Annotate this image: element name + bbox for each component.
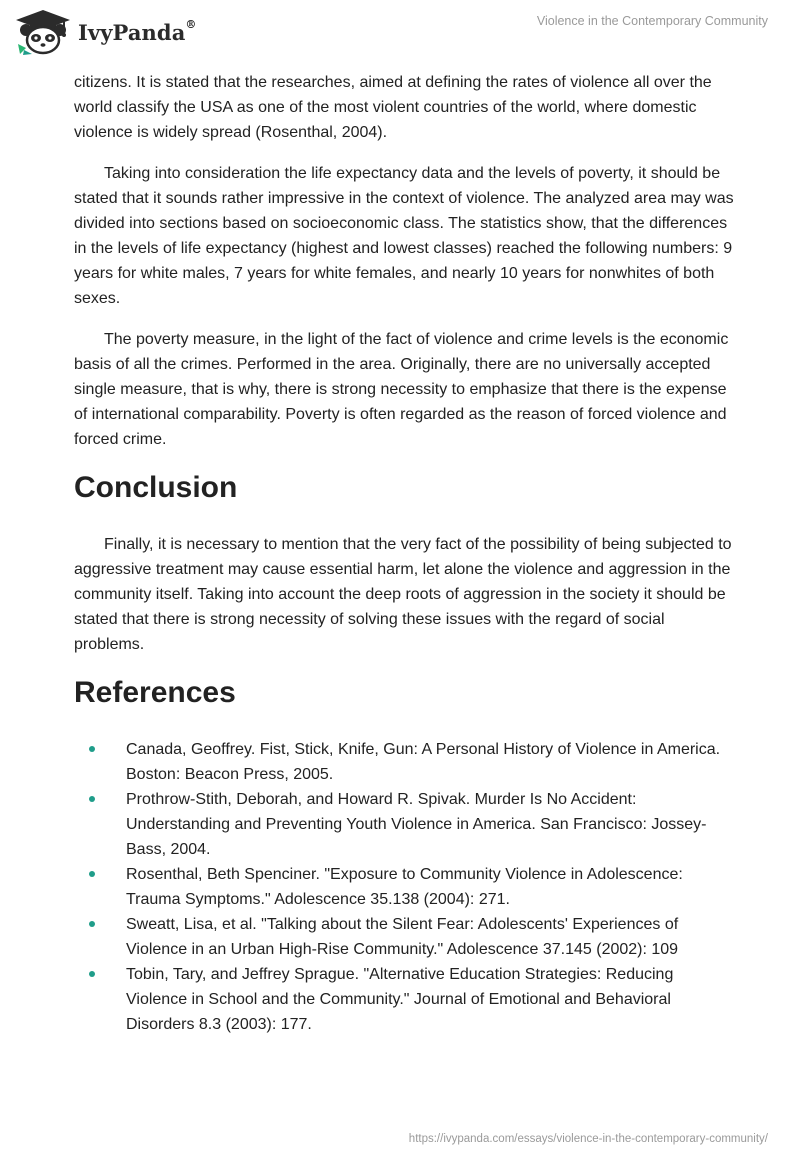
- conclusion-paragraph: Finally, it is necessary to mention that the very fact of the possibility of being subjected to aggressive treatment may cause essential harm, let alone the violence and aggression in the community itself. Taking into account the deep roots of aggression in the society it should be stated that there is strong necessity of solving these issues with the regard of social problems.: [74, 536, 732, 653]
- paragraph: Taking into consideration the life expectancy data and the levels of poverty, it should be stated that it sounds rather impressive in the context of violence. The analyzed area may was divided into sections based on socioeconomic class. The statistics show, that the differences in the levels of life expectancy (highest and lowest classes) reached the following numbers: 9 years for white males, 7 years for white females, and nearly 10 years for nonwhites of both sexes.: [74, 165, 734, 307]
- bullet-icon: [89, 796, 95, 802]
- paragraph: The poverty measure, in the light of the fact of violence and crime levels is the economic basis of all the crimes. Performed in the area. Originally, there are no universally accepted single measure, that is why, there is strong necessity to emphasize that there is the expense of international comparability. Poverty is often regarded as the reason of forced violence and forced crime.: [74, 331, 729, 448]
- source-url-link[interactable]: https://ivypanda.com/essays/violence-in-the-contemporary-community/: [408, 1133, 768, 1145]
- references-heading: References: [74, 676, 236, 709]
- registered-mark: ®: [185, 17, 197, 31]
- reference-item: [74, 962, 734, 1037]
- reference-item: [74, 912, 734, 962]
- paragraph: citizens. It is stated that the researches, aimed at defining the rates of violence all over the world classify the USA as one of the most violent countries of the world, where domestic violence is widely spread (Rosenthal, 2004).: [74, 74, 712, 141]
- brand-logo[interactable]: [14, 8, 197, 56]
- reference-text: Canada, Geoffrey. Fist, Stick, Knife, Gun: A Personal History of Violence in America. Boston: Beacon Press, 2005.: [126, 741, 721, 783]
- reference-text: Rosenthal, Beth Spenciner. "Exposure to Community Violence in Adolescence: Trauma Symptoms." Adolescence 35.138 (2004): 271.: [126, 866, 683, 908]
- brand-name: [78, 17, 197, 45]
- reference-text: Tobin, Tary, and Jeffrey Sprague. "Alternative Education Strategies: Reducing Violence in School and the Community." Journal of Emotional and Behavioral Disorders 8.3 (2003): 177.: [126, 966, 674, 1033]
- bullet-icon: [89, 921, 95, 927]
- bullet-icon: [89, 871, 95, 877]
- reference-item: [74, 862, 734, 912]
- references-list: [74, 737, 734, 1037]
- conclusion-heading: Conclusion: [74, 471, 238, 504]
- brand-name-text: IvyPanda: [78, 19, 186, 45]
- page-header: [0, 0, 800, 68]
- panda-graduate-icon: [14, 8, 72, 56]
- reference-text: Sweatt, Lisa, et al. "Talking about the Silent Fear: Adolescents' Experiences of Violence in an Urban High-Rise Community." Adolescence 37.145 (2002): 109: [126, 916, 679, 958]
- bullet-icon: [89, 746, 95, 752]
- reference-item: [74, 787, 734, 862]
- reference-item: [74, 737, 734, 787]
- bullet-icon: [89, 971, 95, 977]
- reference-text: Prothrow-Stith, Deborah, and Howard R. Spivak. Murder Is No Accident: Understanding and Preventing Youth Violence in America. San Francisco: Jossey-Bass, 2004.: [126, 791, 707, 858]
- document-title: Violence in the Contemporary Community: [536, 14, 768, 28]
- essay-content: [74, 70, 734, 1037]
